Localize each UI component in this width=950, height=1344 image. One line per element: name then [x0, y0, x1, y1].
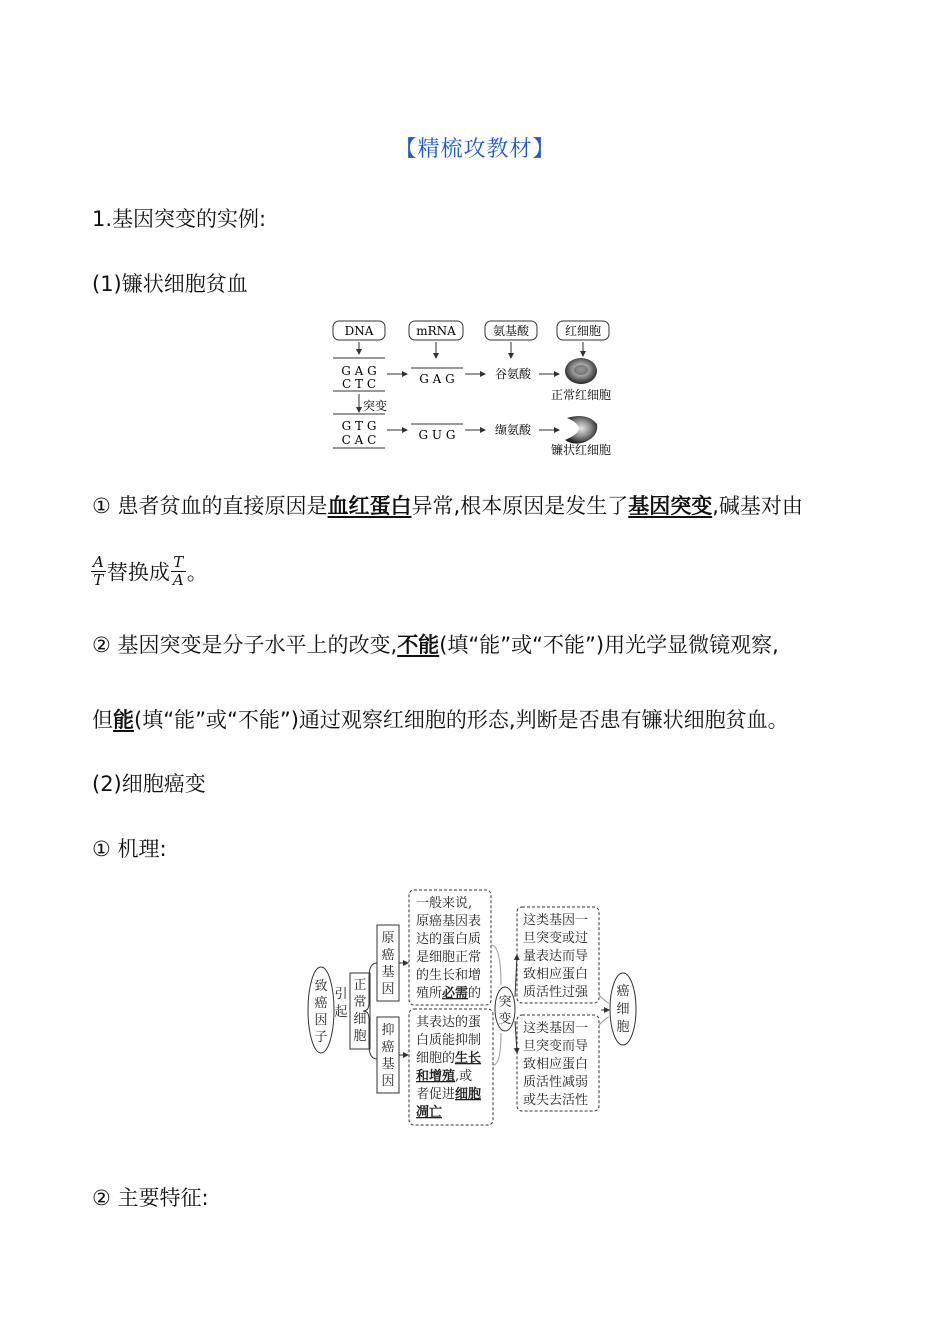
cancer-mechanism-diagram [305, 885, 645, 1130]
fraction-denominator: T [93, 571, 104, 589]
proto-mut-line: 致相应蛋白 [523, 967, 589, 982]
text-segment: (填“能”或“不能”)用光学显微镜观察, [439, 633, 779, 657]
heading-main-features: ② 主要特征: [92, 1186, 209, 1210]
text-segment: (填“能”或“不能”)通过观察红细胞的形态,判断是否患有镰状细胞贫血。 [134, 708, 789, 732]
subheading-sickle-cell: (1)镰状细胞贫血 [92, 272, 248, 296]
proto-char-4: 因 [381, 982, 395, 997]
mrna-label: mRNA [416, 324, 456, 338]
answer-cell: 细胞 [455, 1087, 482, 1102]
text-segment: 替换成 [106, 560, 170, 585]
answer-hemoglobin: 血红蛋白 [327, 494, 412, 518]
proto-desc-line: 一般来说, [416, 896, 473, 911]
normal-rbc-label: 正常红细胞 [550, 388, 612, 402]
answer-proliferation: 和增殖 [416, 1069, 456, 1084]
mutant-dna-top: G T G [341, 419, 377, 433]
supp-mut-line: 致相应蛋白 [523, 1057, 589, 1072]
sickle-rbc-shape [565, 416, 597, 444]
proto-mut-line: 旦突变或过 [523, 931, 589, 946]
mutation-label: 突变 [363, 399, 388, 413]
connector [599, 1017, 609, 1025]
normal-cell-char-2: 常 [353, 995, 367, 1010]
dna-label: DNA [344, 324, 374, 338]
supp-mut-line: 质活性减弱 [523, 1075, 589, 1090]
supp-desc-line: 白质能抑制 [416, 1033, 482, 1048]
answer-necessary: 必需 [442, 986, 469, 1001]
induce-char-2: 起 [334, 1005, 348, 1020]
proto-mut-line: 这类基因一 [523, 913, 589, 928]
supp-char-3: 基 [381, 1057, 395, 1072]
answer-growth: 生长 [455, 1051, 482, 1066]
mutant-amino-acid: 缬氨酸 [494, 423, 532, 437]
text-segment: ① 患者贫血的直接原因是 [92, 494, 328, 518]
induce-char-1: 引 [334, 987, 348, 1002]
supp-desc-line [416, 1068, 472, 1084]
supp-mut-line: 旦突变而导 [523, 1039, 589, 1054]
section-title: 【精梳攻教材】 [394, 137, 556, 162]
carcinogen-char-3: 因 [314, 1013, 328, 1028]
text-segment: 。 [186, 560, 208, 585]
normal-dna-bottom: C T C [342, 377, 376, 391]
proto-mut-line: 质活性过强 [523, 985, 589, 1000]
answer-cannot: 不能 [397, 633, 440, 657]
answer-gene-mutation: 基因突变 [628, 494, 713, 518]
normal-dna-top: G A G [341, 364, 377, 378]
text-segment: ,碱基对由 [712, 494, 803, 518]
proto-desc-line: 是细胞正常 [416, 950, 482, 965]
mutant-mrna: G U G [418, 428, 456, 442]
connector [493, 1033, 501, 1065]
sickle-cell-diagram [325, 318, 625, 458]
text-segment: 异常,根本原因是发生了 [411, 494, 629, 518]
answer-can: 能 [113, 708, 134, 732]
mutation-char-1: 突 [498, 995, 512, 1010]
heading-mechanism: ① 机理: [92, 837, 167, 861]
cancer-cell-char-2: 细 [616, 1002, 630, 1017]
subheading-cancer: (2)细胞癌变 [92, 772, 206, 796]
proto-mut-line: 量表达而导 [523, 949, 589, 964]
proto-desc-line: 原癌基因表 [416, 914, 482, 929]
supp-mut-line: 这类基因一 [523, 1021, 589, 1036]
text-segment: 细胞的 [416, 1051, 456, 1066]
supp-char-4: 因 [381, 1074, 395, 1089]
proto-desc-line [416, 985, 481, 1001]
sickle-rbc-label: 镰状红细胞 [550, 443, 612, 457]
cancer-cell-char-1: 癌 [616, 984, 630, 999]
amino-acid-label: 氨基酸 [492, 324, 530, 338]
text-segment: 殖所 [416, 986, 443, 1001]
fraction-a-over-t [91, 554, 106, 589]
cancer-cell-char-3: 胞 [616, 1020, 630, 1035]
carcinogen-char-2: 癌 [314, 996, 328, 1011]
supp-char-2: 癌 [381, 1040, 395, 1055]
normal-amino-acid: 谷氨酸 [494, 367, 532, 381]
text-segment: 但 [92, 708, 113, 732]
paragraph-rbc-observation [92, 704, 789, 734]
supp-desc-line [416, 1050, 481, 1066]
text-segment: ,或 [455, 1069, 473, 1084]
fraction-numerator: A [93, 553, 104, 571]
answer-apoptosis: 凋亡 [416, 1105, 443, 1120]
proto-char-2: 癌 [381, 948, 395, 963]
carcinogen-char-1: 致 [314, 979, 328, 994]
proto-desc-line: 达的蛋白质 [416, 932, 482, 947]
text-segment: ② 基因突变是分子水平上的改变, [92, 633, 398, 657]
proto-desc-line: 的生长和增 [416, 968, 482, 983]
normal-cell-char-4: 胞 [353, 1029, 367, 1044]
supp-char-1: 抑 [381, 1023, 395, 1038]
paragraph-microscope [92, 629, 779, 659]
normal-cell-char-1: 正 [353, 978, 367, 993]
fraction-denominator: A [172, 571, 184, 589]
mutation-char-2: 变 [498, 1012, 512, 1027]
proto-char-1: 原 [381, 931, 395, 946]
proto-char-3: 基 [381, 965, 395, 980]
carcinogen-char-4: 子 [314, 1030, 328, 1045]
normal-mrna: G A G [419, 372, 455, 386]
connector [491, 945, 501, 985]
paragraph-base-pair-replacement [90, 554, 208, 589]
heading-gene-mutation-examples: 1.基因突变的实例: [92, 207, 267, 231]
mutant-dna-bottom: C A C [341, 433, 377, 447]
fraction-numerator: T [171, 554, 186, 572]
supp-mut-line: 或失去活性 [523, 1093, 589, 1108]
supp-desc-line [416, 1086, 481, 1102]
rbc-label: 红细胞 [564, 324, 602, 338]
fraction-t-over-a [171, 554, 186, 589]
paragraph-anemia-cause [92, 490, 803, 520]
supp-desc-line: 其表达的蛋 [416, 1015, 482, 1030]
connector [599, 995, 609, 1003]
text-segment: 者促进 [416, 1087, 456, 1102]
text-segment: 的 [468, 986, 482, 1001]
normal-cell-char-3: 细 [353, 1012, 367, 1027]
